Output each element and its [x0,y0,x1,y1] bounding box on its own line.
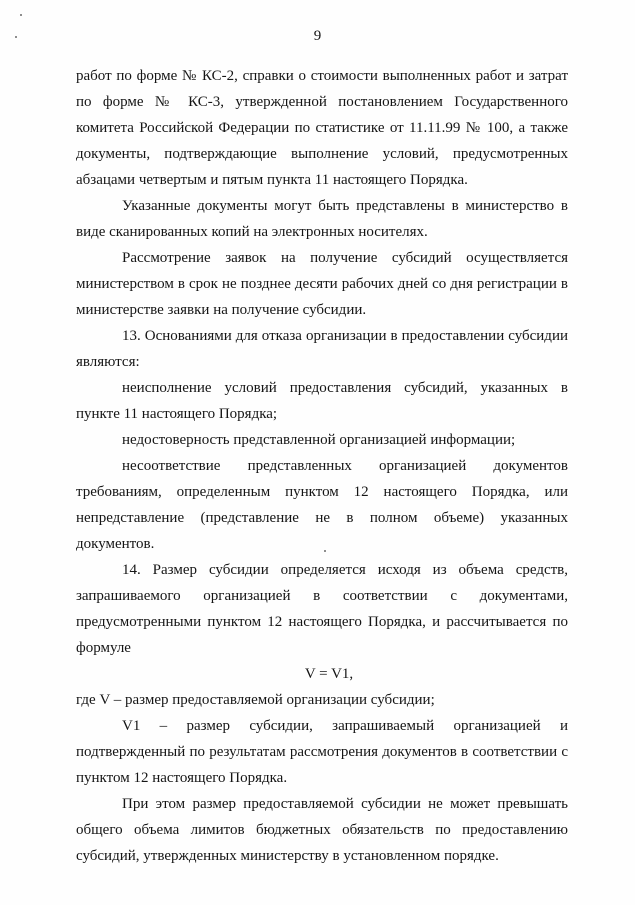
formula: V = V1, [304,666,354,682]
paragraph-scanned-copies: Указанные документы могут быть представлены в министерство в виде сканированных копий на электронных носителях. [76,198,568,240]
paragraph-subsidy-limit: При этом размер предоставляемой субсидии не может превышать общего объема лимитов бюджетных обязательств по предоставлению субсидий, утвержденных министерству в установленном порядке. [76,796,568,864]
paragraph-review-terms: Рассмотрение заявок на получение субсидий осуществляется министерством в срок не позднее десяти рабочих дней со дня регистрации в министерстве заявки на получение субсидии. [76,250,568,318]
page-number: 9 [313,28,322,44]
paragraph-item-14: 14. Размер субсидии определяется исходя из объема средств, запрашиваемого организацией в соответствии с документами, предусмотренными пунктом 12 настоящего Порядка, и рассчитывается по формуле [76,562,568,656]
scan-speck [20,14,22,16]
body-text [76,63,568,869]
formula-definition-v: где V – размер предоставляемой организации субсидии; [76,692,435,708]
paragraph-item-13: 13. Основаниями для отказа организации в предоставлении субсидии являются: [76,328,568,370]
paragraph-refusal-reason-1: неисполнение условий предоставления субсидий, указанных в пункте 11 настоящего Порядка; [76,380,568,422]
paragraph-refusal-reason-2: недостоверность представленной организацией информации; [122,432,516,448]
formula-definition-v1: V1 – размер субсидии, запрашиваемый организацией и подтвержденный по результатам рассмотрения документов в соответствии с пунктом 12 настоящего Порядка. [76,718,568,786]
paragraph-continuation: работ по форме № КС-2, справки о стоимости выполненных работ и затрат по форме № КС-3, утвержденной постановлением Государственного комитета Российской Федерации по статистике от 11.11.99 № 100, а также документы, подтверждающие выполнение условий, предусмотренных абзацами четвертым и пятым пункта 11 настоящего Порядка. [76,68,568,188]
paragraph-refusal-reason-3: несоответствие представленных организацией документов требованиям, определенным пунктом 12 настоящего Порядка, или непредставление (представление не в полном объеме) указанных документов. [76,458,568,552]
